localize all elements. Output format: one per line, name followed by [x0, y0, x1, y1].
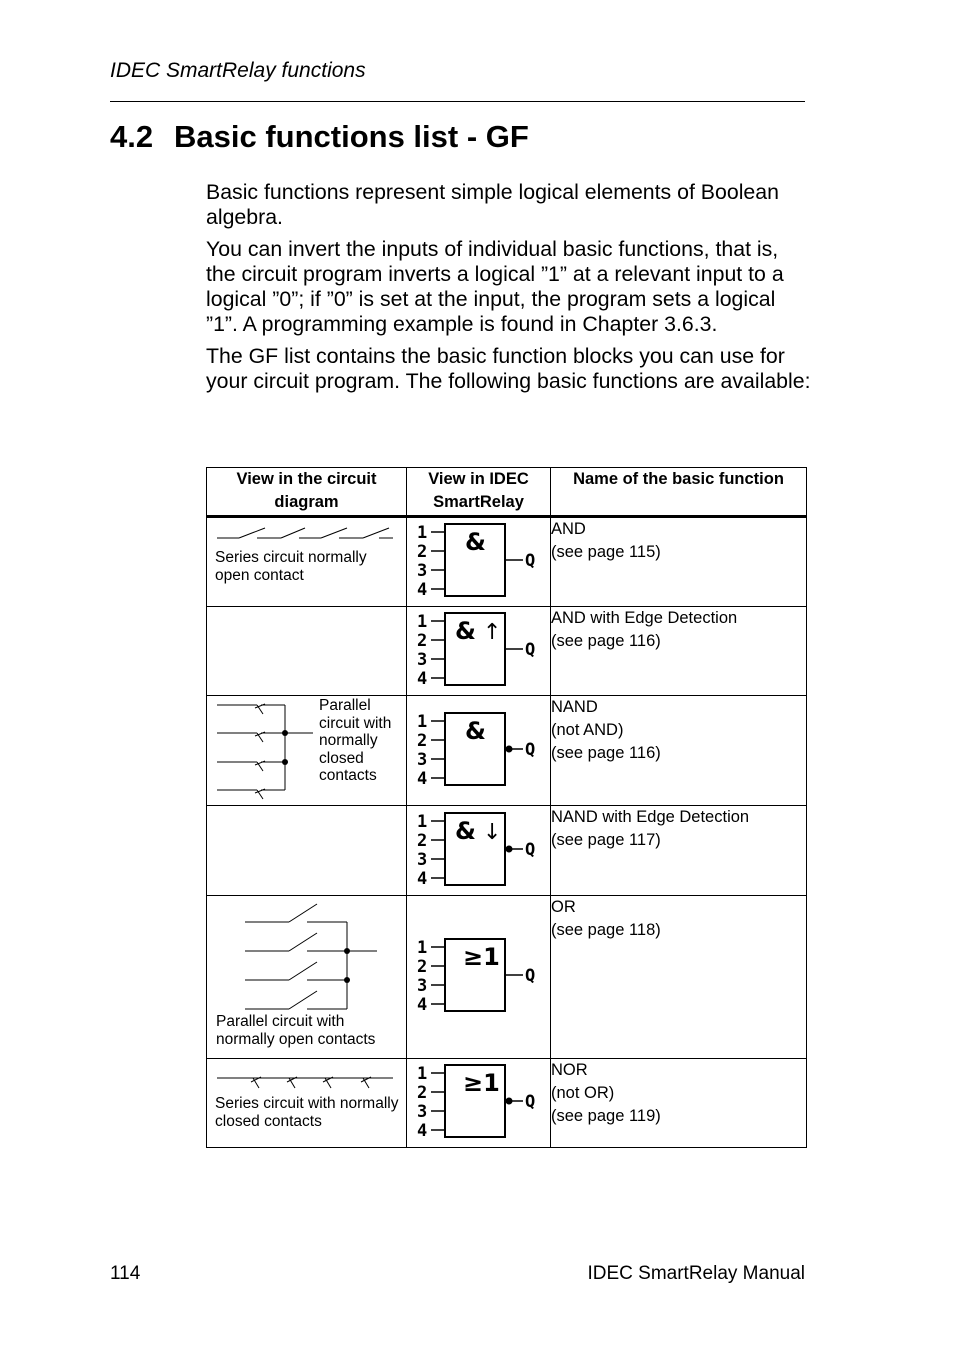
- circuit-diagram-cell: [207, 517, 407, 607]
- table-row: [207, 896, 807, 1059]
- function-page-ref: (see page 115): [551, 543, 661, 561]
- function-name-cell: [551, 1059, 807, 1148]
- input-pin-label: 2: [417, 731, 428, 751]
- input-pin-label: 1: [417, 612, 428, 632]
- output-label: Q: [525, 740, 536, 760]
- output-label: Q: [525, 840, 536, 860]
- circuit-diagram-cell: [207, 896, 407, 1059]
- input-pin-label: 2: [417, 1083, 428, 1103]
- table-row: [207, 696, 807, 806]
- smartrelay-block-cell: [407, 607, 551, 696]
- paragraph: Basic functions represent simple logical elements of Boolean algebra.: [206, 180, 779, 229]
- input-pin-label: 2: [417, 957, 428, 977]
- function-page-ref: (see page 117): [551, 831, 661, 849]
- page-number: 114: [110, 1263, 141, 1284]
- paragraph: You can invert the inputs of individual basic functions, that is, the circuit program inverts a logical ”1” at a relevant input to a logical ”0”; if ”0” is set at the input, the program sets a logical ”1”. A programming example is found in Chapter 3.6.3.: [206, 237, 784, 336]
- basic-functions-table: [206, 467, 807, 1148]
- manual-title: IDEC SmartRelay Manual: [587, 1263, 805, 1284]
- running-header: IDEC SmartRelay functions: [110, 59, 366, 82]
- output-label: Q: [525, 640, 536, 660]
- column-header-name: Name of the basic function: [551, 468, 807, 517]
- function-description: (not OR): [551, 1084, 615, 1102]
- input-pin-label: 1: [417, 1064, 428, 1084]
- input-pin-label: 4: [417, 869, 428, 889]
- smartrelay-block-cell: [407, 896, 551, 1059]
- falling-edge-icon: ↓: [483, 820, 502, 845]
- table-row: [207, 806, 807, 896]
- input-pin-label: 3: [417, 750, 428, 770]
- input-pin-label: 1: [417, 523, 428, 543]
- column-header-diagram: View in the circuit diagram: [207, 468, 407, 517]
- section-number: 4.2: [110, 119, 154, 154]
- section-heading: [110, 119, 529, 155]
- parallel-nc-contacts-diagram: [207, 696, 317, 802]
- diagram-label: Parallel circuit with normally closed contacts: [319, 697, 392, 784]
- function-name: OR: [551, 898, 576, 916]
- diagram-label: Series circuit normally open contact: [215, 549, 367, 584]
- block-symbol: &: [455, 617, 476, 645]
- input-pin-label: 3: [417, 650, 428, 670]
- function-name-cell: [551, 607, 807, 696]
- function-description: (not AND): [551, 721, 624, 739]
- diagram-label-text: Series circuit with normally closed contacts: [215, 1095, 399, 1130]
- smartrelay-block-cell: [407, 1059, 551, 1148]
- function-name-cell: [551, 517, 807, 607]
- table-row: [207, 607, 807, 696]
- input-pin-label: 1: [417, 712, 428, 732]
- smartrelay-block-cell: [407, 806, 551, 896]
- diagram-label: [215, 1095, 400, 1130]
- smartrelay-block-cell: [407, 696, 551, 806]
- function-name-cell: [551, 806, 807, 896]
- function-name: NOR: [551, 1061, 588, 1079]
- function-name: NAND: [551, 698, 598, 716]
- function-name-cell: [551, 896, 807, 1059]
- input-pin-label: 3: [417, 976, 428, 996]
- function-name: AND with Edge Detection: [551, 609, 738, 627]
- smartrelay-block-cell: [407, 517, 551, 607]
- input-pin-label: 1: [417, 812, 428, 832]
- block-symbol: ≥1: [463, 943, 500, 971]
- function-name: NAND with Edge Detection: [551, 808, 750, 826]
- column-header-smartrelay: View in IDEC SmartRelay: [407, 468, 551, 517]
- block-symbol: &: [465, 717, 486, 745]
- block-symbol: ≥1: [463, 1069, 500, 1097]
- function-block-icon: [407, 806, 549, 895]
- output-label: Q: [525, 1092, 536, 1112]
- circuit-diagram-cell: [207, 1059, 407, 1148]
- function-page-ref: (see page 119): [551, 1107, 661, 1125]
- header-rule: [110, 101, 805, 102]
- input-pin-label: 2: [417, 542, 428, 562]
- diagram-label: Parallel circuit with normally open contacts: [216, 1013, 376, 1048]
- output-label: Q: [525, 966, 536, 986]
- circuit-diagram-cell: [207, 696, 407, 806]
- output-label: Q: [525, 551, 536, 571]
- section-title: Basic functions list - GF: [174, 119, 529, 154]
- series-no-contacts-diagram: [207, 518, 405, 542]
- circuit-diagram-cell: [207, 806, 407, 896]
- input-pin-label: 4: [417, 995, 428, 1015]
- input-pin-label: 3: [417, 561, 428, 581]
- table-row: [207, 1059, 807, 1148]
- input-pin-label: 3: [417, 850, 428, 870]
- input-pin-label: 1: [417, 938, 428, 958]
- parallel-no-contacts-diagram: [207, 896, 405, 1016]
- input-pin-label: 2: [417, 831, 428, 851]
- block-symbol: &: [455, 817, 476, 845]
- input-pin-label: 2: [417, 631, 428, 651]
- input-pin-label: 3: [417, 1102, 428, 1122]
- input-pin-label: 4: [417, 580, 428, 600]
- paragraph: The GF list contains the basic function blocks you can use for your circuit program. The following basic functions are available:: [206, 344, 811, 393]
- input-pin-label: 4: [417, 1121, 428, 1141]
- function-block-icon: [407, 518, 549, 606]
- function-block-icon: [407, 1059, 549, 1147]
- input-pin-label: 4: [417, 669, 428, 689]
- function-name: AND: [551, 520, 586, 538]
- table-row: [207, 517, 807, 607]
- series-nc-contacts-diagram: [207, 1059, 405, 1091]
- function-block-icon: [407, 607, 549, 695]
- body-text: [206, 180, 811, 401]
- rising-edge-icon: ↑: [483, 620, 502, 645]
- function-page-ref: (see page 116): [551, 744, 661, 762]
- block-symbol: &: [465, 528, 486, 556]
- function-name-cell: [551, 696, 807, 806]
- input-pin-label: 4: [417, 769, 428, 789]
- table-header-row: [207, 468, 807, 517]
- function-block-icon: [407, 896, 549, 1058]
- function-block-icon: [407, 696, 549, 805]
- function-page-ref: (see page 116): [551, 632, 661, 650]
- circuit-diagram-cell: [207, 607, 407, 696]
- function-page-ref: (see page 118): [551, 921, 661, 939]
